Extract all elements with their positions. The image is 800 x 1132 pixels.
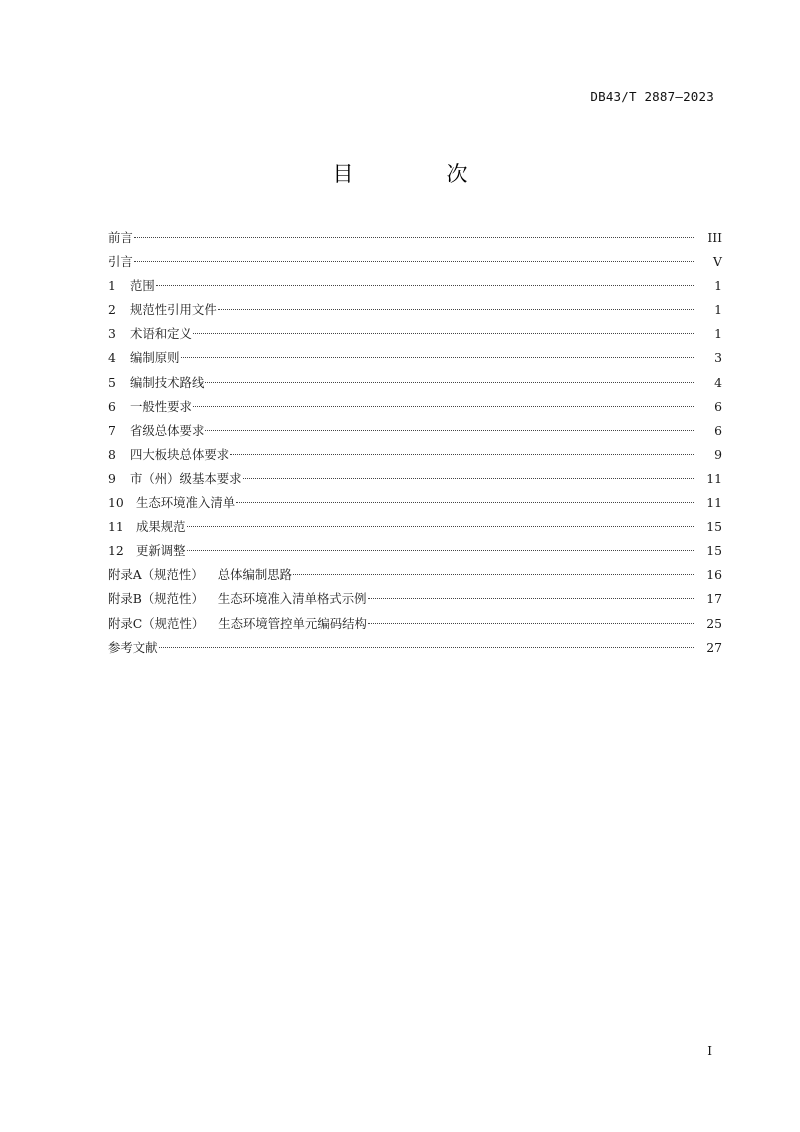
page-number: I (707, 1044, 712, 1058)
toc-entry-number: 3 (108, 326, 116, 342)
toc-entry-label: 规范性引用文件 (130, 302, 217, 318)
toc-entry-appendix-c[interactable] (108, 612, 722, 636)
dot-leader (193, 333, 694, 334)
toc-entry-appendix-b[interactable] (108, 587, 722, 611)
toc-entry-label: 编制原则 (130, 350, 180, 366)
toc-entry-page: 17 (706, 591, 722, 607)
toc-entry-page: 6 (714, 422, 722, 438)
dot-leader (187, 526, 694, 527)
toc-entry-page: 1 (714, 278, 722, 294)
dot-leader (293, 574, 694, 575)
toc-entry-label: 生态环境管控单元编码结构 (218, 615, 367, 631)
dot-leader (368, 623, 694, 624)
toc-entry-number: 1 (108, 278, 116, 294)
dot-leader (368, 598, 694, 599)
toc-entry-introduction[interactable] (108, 250, 722, 274)
toc-entry-label: 生态环境准入清单 (136, 495, 236, 511)
toc-entry-1[interactable] (108, 274, 722, 298)
toc-entry-label: 一般性要求 (130, 398, 192, 414)
toc-entry-10[interactable] (108, 491, 722, 515)
dot-leader (134, 261, 694, 262)
toc-entry-label: 四大板块总体要求 (130, 446, 230, 462)
toc-entry-number: 2 (108, 302, 116, 318)
toc-entry-label: 前言 (108, 230, 133, 245)
toc-entry-label: 成果规范 (136, 519, 186, 535)
toc-entry-page: 1 (714, 302, 722, 318)
toc-entry-page: 3 (714, 350, 722, 366)
toc-entry-page: 11 (706, 495, 722, 511)
toc-entry-page: 15 (706, 543, 722, 559)
toc-entry-9[interactable] (108, 467, 722, 491)
dot-leader (193, 406, 694, 407)
toc-entry-number: 7 (108, 422, 116, 438)
toc-entry-label: 术语和定义 (130, 326, 192, 342)
toc-entry-number: 8 (108, 446, 116, 462)
toc-entry-number: 6 (108, 398, 116, 414)
dot-leader (205, 430, 694, 431)
toc-entry-page: 6 (714, 398, 722, 414)
dot-leader (243, 478, 694, 479)
dot-leader (159, 647, 694, 648)
toc-entry-label: 编制技术路线 (130, 374, 205, 390)
toc-entry-12[interactable] (108, 539, 722, 563)
toc-entry-label: 范围 (130, 278, 155, 294)
dot-leader (156, 285, 694, 286)
toc-entry-3[interactable] (108, 322, 722, 346)
toc-entry-page: 1 (714, 326, 722, 342)
dot-leader (236, 502, 694, 503)
toc-entry-number: 附录B（规范性） (108, 591, 204, 607)
toc-entry-number: 附录C（规范性） (108, 615, 205, 631)
toc-entry-label: 生态环境准入清单格式示例 (217, 591, 367, 607)
toc-entry-7[interactable] (108, 419, 722, 443)
dot-leader (187, 550, 694, 551)
toc-entry-page: 25 (706, 615, 722, 631)
dot-leader (181, 357, 694, 358)
toc-entry-page: 16 (706, 567, 722, 583)
toc-entry-number: 11 (108, 519, 124, 535)
toc-entry-4[interactable] (108, 346, 722, 370)
toc-entry-page: V (713, 254, 722, 270)
document-code: DB43/T 2887—2023 (590, 89, 714, 104)
toc-entry-5[interactable] (108, 371, 722, 395)
table-of-contents (108, 226, 722, 660)
toc-entry-number: 5 (108, 374, 116, 390)
toc-title: 目 次 (332, 162, 504, 186)
toc-entry-number: 10 (108, 495, 124, 511)
dot-leader (205, 382, 694, 383)
toc-entry-foreword[interactable] (108, 226, 722, 250)
toc-entry-number: 附录A（规范性） (108, 567, 204, 583)
toc-entry-label: 更新调整 (136, 543, 186, 559)
toc-entry-page: III (707, 230, 722, 245)
toc-entry-number: 9 (108, 470, 116, 486)
toc-entry-page: 15 (706, 519, 722, 535)
toc-entry-2[interactable] (108, 298, 722, 322)
toc-entry-label: 参考文献 (108, 639, 158, 655)
toc-entry-appendix-a[interactable] (108, 563, 722, 587)
toc-entry-references[interactable] (108, 636, 722, 660)
toc-entry-number: 4 (108, 350, 116, 366)
toc-entry-page: 4 (714, 374, 722, 390)
dot-leader (218, 309, 694, 310)
toc-entry-label: 总体编制思路 (217, 567, 293, 583)
toc-entry-label: 市（州）级基本要求 (130, 470, 242, 486)
toc-entry-page: 11 (706, 470, 722, 486)
toc-entry-label: 引言 (108, 254, 133, 270)
toc-entry-8[interactable] (108, 443, 722, 467)
toc-entry-11[interactable] (108, 515, 722, 539)
toc-entry-number: 12 (108, 543, 124, 559)
toc-entry-6[interactable] (108, 395, 722, 419)
dot-leader (134, 237, 694, 238)
dot-leader (230, 454, 694, 455)
toc-entry-label: 省级总体要求 (130, 422, 205, 438)
toc-entry-page: 27 (706, 639, 722, 655)
toc-entry-page: 9 (714, 446, 722, 462)
